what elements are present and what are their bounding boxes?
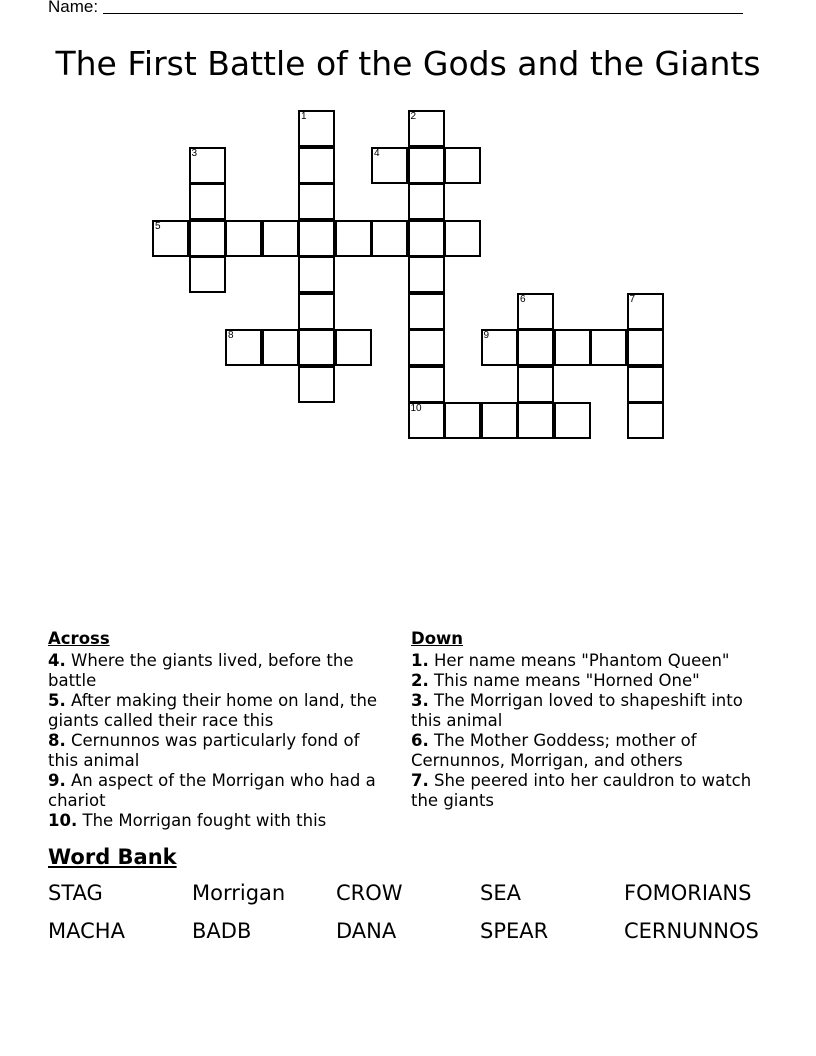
clue-text: The Morrigan loved to shapeshift into this animal (411, 691, 743, 730)
crossword-cell[interactable] (590, 329, 627, 366)
clue-number: 2. (411, 671, 429, 690)
crossword-cell[interactable] (225, 220, 262, 257)
clue-number-label: 6 (520, 293, 526, 305)
clue-number-label: 10 (410, 403, 422, 414)
clue-number: 3. (411, 691, 429, 710)
across-clue-8 (48, 731, 388, 771)
clue-text: This name means "Horned One" (434, 671, 700, 690)
clue-number: 4. (48, 651, 66, 670)
word-bank-item: CERNUNNOS (624, 919, 759, 943)
name-blank-line[interactable] (103, 0, 743, 14)
clue-number: 8. (48, 731, 66, 750)
crossword-cell[interactable] (298, 110, 335, 147)
crossword-cell[interactable] (298, 329, 335, 366)
crossword-cell[interactable] (481, 402, 518, 439)
crossword-cell[interactable] (408, 183, 445, 220)
down-clue-2 (411, 671, 771, 691)
clue-text: The Morrigan fought with this (82, 811, 327, 830)
down-clue-3 (411, 691, 771, 731)
crossword-cell[interactable] (627, 329, 664, 366)
crossword-cell[interactable] (444, 147, 481, 184)
crossword-cell[interactable] (517, 293, 554, 330)
word-bank-title: Word Bank (48, 845, 177, 869)
crossword-cell[interactable] (298, 183, 335, 220)
word-bank-item: FOMORIANS (624, 881, 752, 905)
crossword-cell[interactable] (554, 402, 591, 439)
clue-text: She peered into her cauldron to watch the giants (411, 771, 752, 810)
clue-text: An aspect of the Morrigan who had a chariot (48, 771, 376, 810)
clue-number-label: 7 (629, 293, 636, 305)
word-bank-item: SPEAR (480, 919, 549, 943)
crossword-cell[interactable] (408, 147, 445, 184)
crossword-cell[interactable] (335, 329, 372, 366)
clue-number-label: 8 (228, 330, 234, 341)
clue-number: 5. (48, 691, 66, 710)
crossword-cell[interactable] (262, 329, 299, 366)
word-bank-item: SEA (480, 881, 521, 905)
across-clues (48, 629, 388, 831)
crossword-cell[interactable] (189, 256, 226, 293)
crossword-cell[interactable] (444, 402, 481, 439)
crossword-cell[interactable] (517, 366, 554, 403)
crossword-cell[interactable] (298, 220, 335, 257)
word-bank (48, 882, 788, 942)
clue-text: Where the giants lived, before the battle (48, 651, 354, 690)
across-clue-5 (48, 691, 388, 731)
crossword-cell[interactable] (408, 329, 445, 366)
crossword-cell[interactable] (554, 329, 591, 366)
clue-number: 9. (48, 771, 66, 790)
crossword-cell[interactable] (408, 220, 445, 257)
crossword-cell[interactable] (517, 402, 554, 439)
crossword-cell[interactable] (481, 329, 518, 366)
crossword-cell[interactable] (371, 147, 408, 184)
crossword-cell[interactable] (517, 329, 554, 366)
crossword-cell[interactable] (627, 366, 664, 403)
crossword-cell[interactable] (408, 256, 445, 293)
crossword-cell[interactable] (298, 256, 335, 293)
clue-number-label: 1 (301, 111, 307, 122)
name-field[interactable] (48, 0, 743, 17)
clue-text: Cernunnos was particularly fond of this animal (48, 731, 360, 770)
crossword-cell[interactable] (408, 366, 445, 403)
down-clues (411, 629, 771, 811)
page-title: The First Battle of the Gods and the Giants (55, 44, 761, 83)
clue-number-label: 4 (374, 147, 380, 159)
across-clue-9 (48, 771, 388, 811)
name-label: Name: (48, 0, 99, 16)
crossword-cell[interactable] (444, 220, 481, 257)
crossword-cell[interactable] (189, 147, 226, 184)
crossword-cell[interactable] (298, 366, 335, 403)
crossword-cell[interactable] (298, 293, 335, 330)
crossword-cell[interactable] (408, 110, 445, 147)
word-bank-item: BADB (192, 919, 252, 943)
clue-number-label: 9 (483, 330, 490, 341)
word-bank-item: CROW (336, 881, 403, 905)
crossword-cell[interactable] (189, 183, 226, 220)
clue-text: After making their home on land, the giants called their race this (48, 691, 378, 730)
across-clue-10 (48, 811, 388, 831)
crossword-cell[interactable] (371, 220, 408, 257)
word-bank-item: Morrigan (192, 881, 286, 905)
down-clue-6 (411, 731, 771, 771)
across-clue-4 (48, 651, 388, 691)
clue-number: 7. (411, 771, 429, 790)
clue-number-label: 5 (155, 220, 161, 232)
crossword-cell[interactable] (152, 220, 189, 257)
crossword-cell[interactable] (335, 220, 372, 257)
crossword-cell[interactable] (408, 293, 445, 330)
word-bank-item: DANA (336, 919, 397, 943)
crossword-cell[interactable] (189, 220, 226, 257)
down-clue-7 (411, 771, 771, 811)
crossword-cell[interactable] (262, 220, 299, 257)
clue-number: 6. (411, 731, 429, 750)
word-bank-item: MACHA (48, 919, 125, 943)
word-bank-item: STAG (48, 881, 103, 905)
clue-number: 1. (411, 651, 429, 670)
crossword-cell[interactable] (225, 329, 262, 366)
down-heading: Down (411, 629, 464, 648)
crossword-cell[interactable] (408, 402, 445, 439)
clue-number-label: 3 (191, 147, 198, 159)
clue-number: 10. (48, 811, 78, 830)
crossword-cell[interactable] (298, 147, 335, 184)
down-clue-1 (411, 651, 771, 671)
crossword-cell[interactable] (627, 402, 664, 439)
crossword-cell[interactable] (627, 293, 664, 330)
across-heading: Across (48, 629, 110, 648)
clue-text: Her name means "Phantom Queen" (434, 651, 730, 670)
clue-number-label: 2 (410, 111, 417, 122)
clue-text: The Mother Goddess; mother of Cernunnos, Morrigan, and others (411, 731, 697, 770)
